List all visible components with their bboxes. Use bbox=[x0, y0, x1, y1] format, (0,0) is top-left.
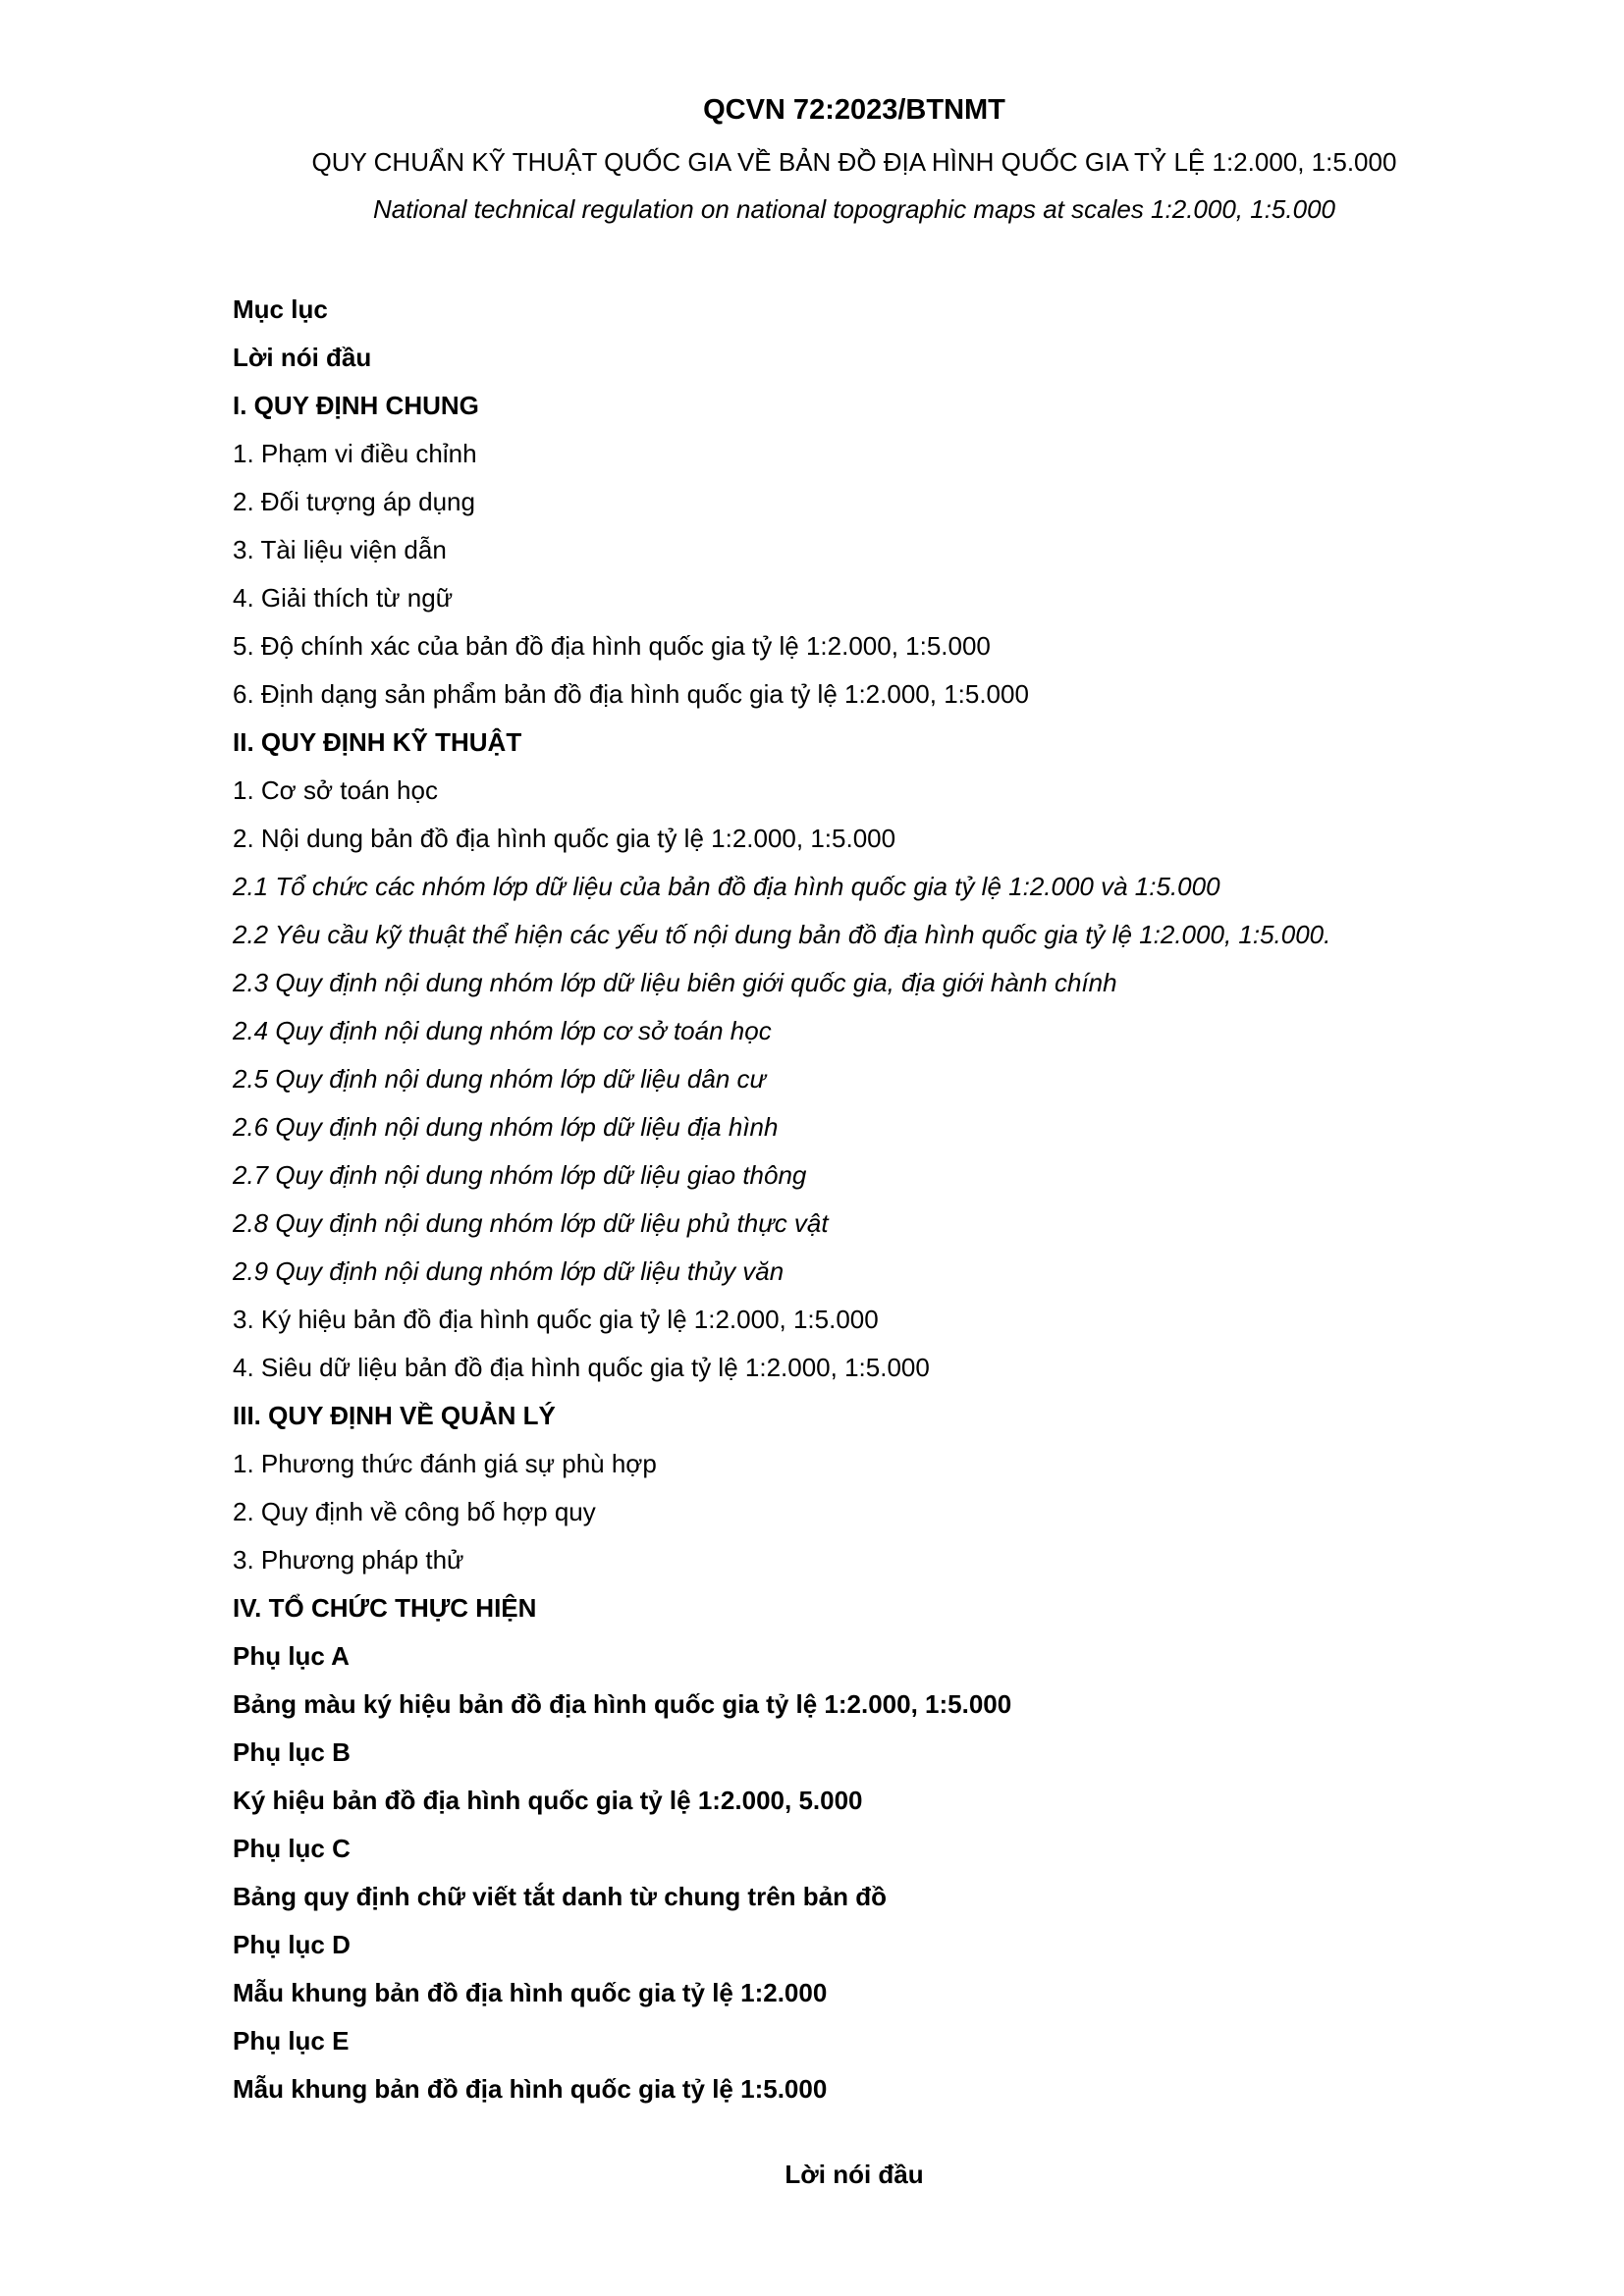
toc-entry: 2.9 Quy định nội dung nhóm lớp dữ liệu thủy văn bbox=[233, 1256, 785, 1286]
toc-entry: Mục lục bbox=[233, 294, 328, 324]
toc-entry: 2.4 Quy định nội dung nhóm lớp cơ sở toán học bbox=[233, 1016, 772, 1045]
document-code: QCVN 72:2023/BTNMT bbox=[703, 94, 1005, 126]
toc-entry: IV. TỔ CHỨC THỰC HIỆN bbox=[233, 1593, 537, 1623]
toc-entry: 2.8 Quy định nội dung nhóm lớp dữ liệu phủ thực vật bbox=[233, 1208, 829, 1238]
toc-entry: 2.3 Quy định nội dung nhóm lớp dữ liệu biên giới quốc gia, địa giới hành chính bbox=[233, 968, 1117, 997]
toc-entry: Ký hiệu bản đồ địa hình quốc gia tỷ lệ 1:2.000, 5.000 bbox=[233, 1786, 863, 1815]
document-subtitle: National technical regulation on national topographic maps at scales 1:2.000, 1:5.000 bbox=[373, 194, 1335, 224]
toc-entry: 3. Phương pháp thử bbox=[233, 1545, 464, 1575]
toc-entry: 1. Cơ sở toán học bbox=[233, 775, 438, 805]
toc-entry: Phụ lục B bbox=[233, 1737, 351, 1767]
foreword-heading: Lời nói đầu bbox=[785, 2160, 924, 2189]
toc-entry: Mẫu khung bản đồ địa hình quốc gia tỷ lệ 1:5.000 bbox=[233, 2074, 828, 2104]
document-title: QUY CHUẨN KỸ THUẬT QUỐC GIA VỀ BẢN ĐỒ ĐỊA HÌNH QUỐC GIA TỶ LỆ 1:2.000, 1:5.000 bbox=[311, 147, 1397, 177]
table-of-contents bbox=[233, 291, 1509, 2118]
toc-entry: 2.7 Quy định nội dung nhóm lớp dữ liệu giao thông bbox=[233, 1160, 807, 1190]
toc-entry: I. QUY ĐỊNH CHUNG bbox=[233, 391, 479, 420]
toc-entry: 5. Độ chính xác của bản đồ địa hình quốc gia tỷ lệ 1:2.000, 1:5.000 bbox=[233, 631, 991, 661]
toc-entry: Phụ lục A bbox=[233, 1641, 350, 1671]
toc-entry: 1. Phạm vi điều chỉnh bbox=[233, 439, 477, 468]
toc-entry: II. QUY ĐỊNH KỸ THUẬT bbox=[233, 727, 522, 757]
toc-entry: Phụ lục C bbox=[233, 1834, 351, 1863]
toc-entry: 4. Siêu dữ liệu bản đồ địa hình quốc gia tỷ lệ 1:2.000, 1:5.000 bbox=[233, 1353, 930, 1382]
toc-entry: III. QUY ĐỊNH VỀ QUẢN LÝ bbox=[233, 1401, 556, 1430]
toc-entry: 2.1 Tổ chức các nhóm lớp dữ liệu của bản đồ địa hình quốc gia tỷ lệ 1:2.000 và 1:5.000 bbox=[233, 872, 1220, 901]
toc-entry: 2.2 Yêu cầu kỹ thuật thể hiện các yếu tố nội dung bản đồ địa hình quốc gia tỷ lệ 1:2.000, 1:5.000. bbox=[233, 920, 1331, 949]
toc-entry: Phụ lục D bbox=[233, 1930, 351, 1959]
toc-entry: 2. Đối tượng áp dụng bbox=[233, 487, 475, 516]
toc-entry: Mẫu khung bản đồ địa hình quốc gia tỷ lệ 1:2.000 bbox=[233, 1978, 828, 2007]
toc-entry: 1. Phương thức đánh giá sự phù hợp bbox=[233, 1449, 657, 1478]
toc-entry: Lời nói đầu bbox=[233, 343, 372, 372]
toc-entry: 2. Nội dung bản đồ địa hình quốc gia tỷ lệ 1:2.000, 1:5.000 bbox=[233, 824, 896, 853]
toc-entry: Phụ lục E bbox=[233, 2026, 350, 2056]
toc-entry: 2.5 Quy định nội dung nhóm lớp dữ liệu dân cư bbox=[233, 1064, 767, 1094]
toc-entry: 4. Giải thích từ ngữ bbox=[233, 583, 454, 613]
toc-entry: Bảng màu ký hiệu bản đồ địa hình quốc gia tỷ lệ 1:2.000, 1:5.000 bbox=[233, 1689, 1012, 1719]
toc-entry: Bảng quy định chữ viết tắt danh từ chung trên bản đồ bbox=[233, 1882, 887, 1911]
toc-entry: 2. Quy định về công bố hợp quy bbox=[233, 1497, 596, 1526]
toc-entry: 3. Tài liệu viện dẫn bbox=[233, 535, 447, 564]
toc-entry: 3. Ký hiệu bản đồ địa hình quốc gia tỷ lệ 1:2.000, 1:5.000 bbox=[233, 1305, 879, 1334]
toc-entry: 2.6 Quy định nội dung nhóm lớp dữ liệu địa hình bbox=[233, 1112, 779, 1142]
toc-entry: 6. Định dạng sản phẩm bản đồ địa hình quốc gia tỷ lệ 1:2.000, 1:5.000 bbox=[233, 679, 1029, 709]
